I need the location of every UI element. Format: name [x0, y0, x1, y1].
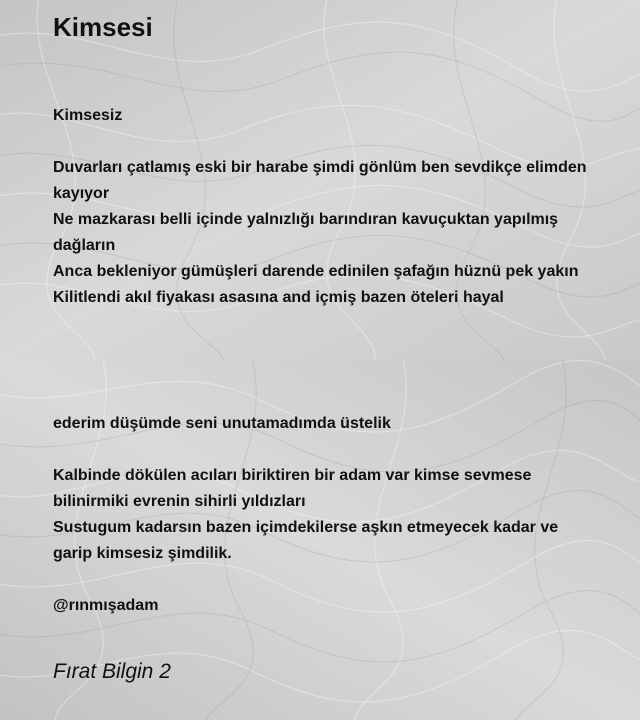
stanza-5 [53, 593, 613, 619]
poem-line: Kilitlendi akıl fiyakası asasına and içmiş bazen öteleri hayal [53, 289, 504, 306]
stanza-3 [53, 411, 613, 437]
poem-line: Kimsesiz [53, 107, 123, 124]
poem-line: Anca bekleniyor gümüşleri darende edinilen şafağın hüznü pek yakın [53, 263, 579, 280]
poem-line: Kalbinde dökülen acıları biriktiren bir adam var kimse sevmese [53, 467, 532, 484]
poem-line: bilinirmiki evrenin sihirli yıldızları [53, 493, 306, 510]
poem-line: Sustugum kadarsın bazen içimdekilerse aşkın etmeyecek kadar ve [53, 519, 559, 536]
poem-line: Duvarları çatlamış eski bir harabe şimdi gönlüm ben sevdikçe elimden [53, 159, 587, 176]
poem-signature-handle: @rınmışadam [53, 597, 159, 614]
poem-line: dağların [53, 237, 116, 254]
poem-author: Fırat Bilgin 2 [53, 660, 171, 683]
poem-line: garip kimsesiz şimdilik. [53, 545, 232, 562]
stanza-4 [53, 463, 613, 567]
poem-line: kayıyor [53, 185, 110, 202]
poem-title: Kimsesi [53, 12, 153, 42]
poem-line: Ne mazkarası belli içinde yalnızlığı barındıran kavuçuktan yapılmış [53, 211, 559, 228]
stanza-2 [53, 155, 613, 311]
poem-line: ederim düşümde seni unutamadımda üstelik [53, 415, 391, 432]
stanza-1 [53, 103, 613, 129]
